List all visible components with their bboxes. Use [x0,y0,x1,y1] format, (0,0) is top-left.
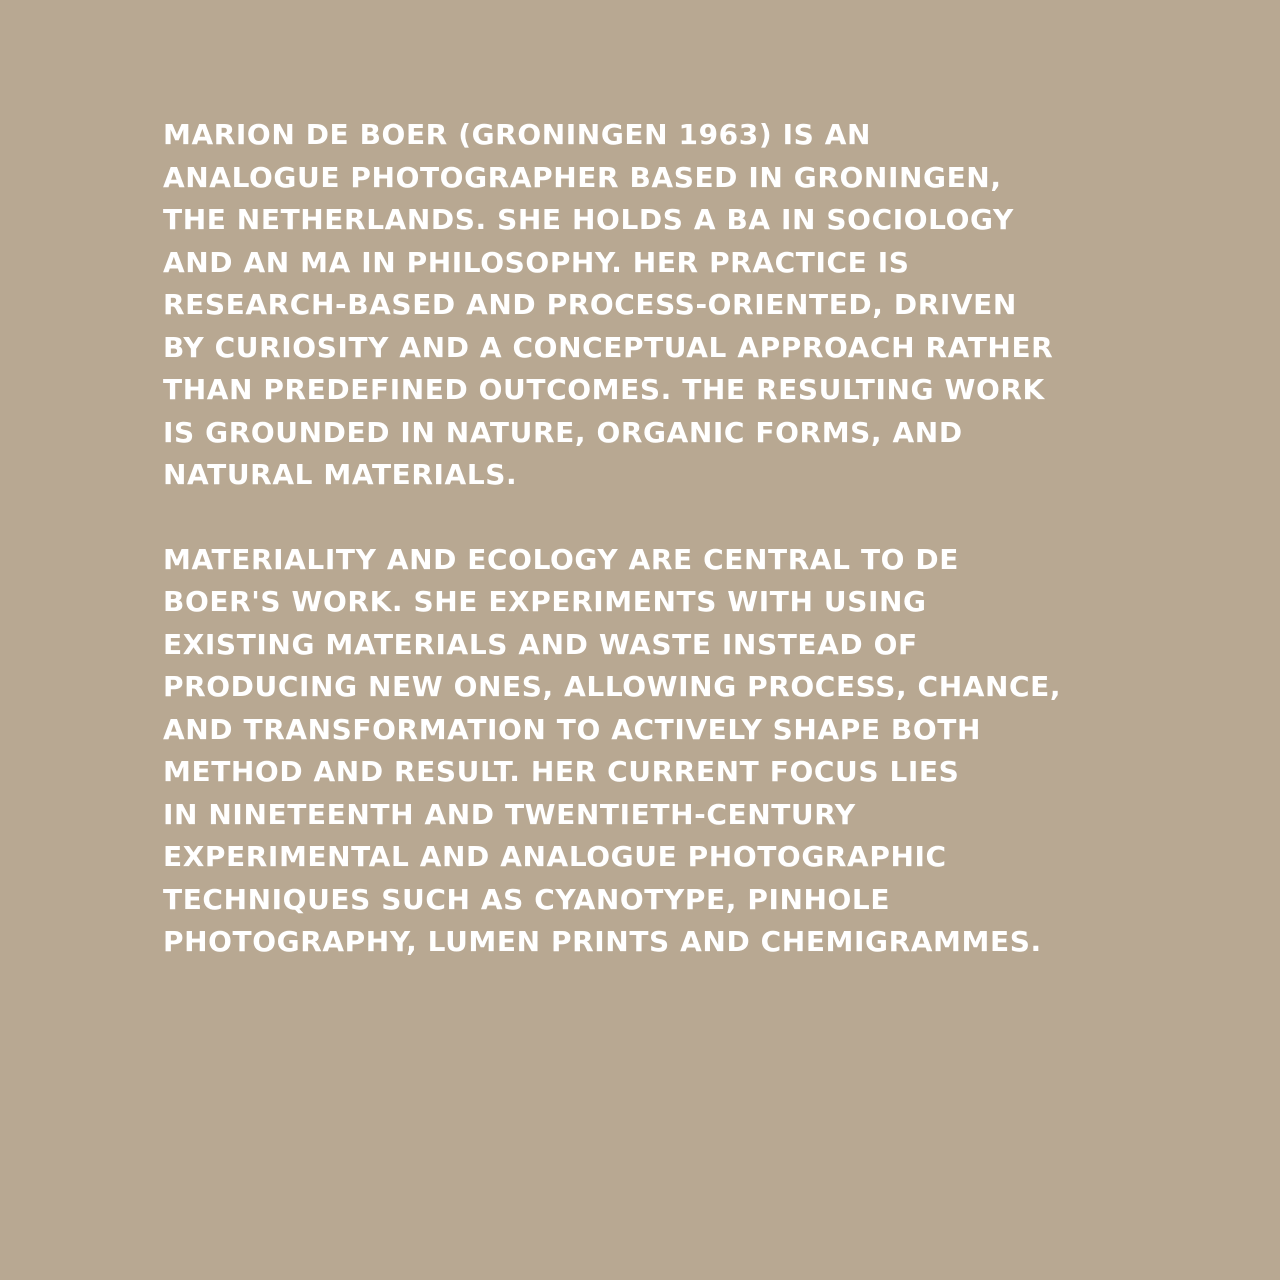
text-line: TECHNIQUES SUCH AS CYANOTYPE, PINHOLE [163,882,891,916]
text-line: PRODUCING NEW ONES, ALLOWING PROCESS, CHANCE, [163,670,1062,703]
text-line: EXPERIMENTAL AND ANALOGUE PHOTOGRAPHIC [163,840,947,873]
text-line: BOER'S WORK. SHE EXPERIMENTS WITH USING [163,585,927,618]
bio-paragraph-1 [163,114,1163,497]
text-line: NATURAL MATERIALS. [163,458,518,491]
text-line: METHOD AND RESULT. HER CURRENT FOCUS LIES [163,755,960,788]
text-line: BY CURIOSITY AND A CONCEPTUAL APPROACH RATHER [163,330,1054,364]
text-line: IS GROUNDED IN NATURE, ORGANIC FORMS, AND [163,415,963,449]
text-line: RESEARCH-BASED AND PROCESS-ORIENTED, DRIVEN [163,288,1017,321]
text-line: PHOTOGRAPHY, LUMEN PRINTS AND CHEMIGRAMMES. [163,925,1042,958]
text-line: MATERIALITY AND ECOLOGY ARE CENTRAL TO DE [163,542,959,576]
text-line: ANALOGUE PHOTOGRAPHER BASED IN GRONINGEN, [163,160,1002,194]
bio-text-block [163,114,1163,964]
text-line: THAN PREDEFINED OUTCOMES. THE RESULTING WORK [163,373,1045,406]
text-line: MARION DE BOER (GRONINGEN 1963) IS AN [163,118,872,151]
text-line: AND AN MA IN PHILOSOPHY. HER PRACTICE IS [163,245,910,279]
text-line: THE NETHERLANDS. SHE HOLDS A BA IN SOCIOLOGY [163,203,1014,236]
bio-paragraph-2 [163,539,1163,964]
text-line: AND TRANSFORMATION TO ACTIVELY SHAPE BOTH [163,712,982,746]
text-line: EXISTING MATERIALS AND WASTE INSTEAD OF [163,627,918,661]
text-line: IN NINETEENTH AND TWENTIETH-CENTURY [163,797,856,831]
